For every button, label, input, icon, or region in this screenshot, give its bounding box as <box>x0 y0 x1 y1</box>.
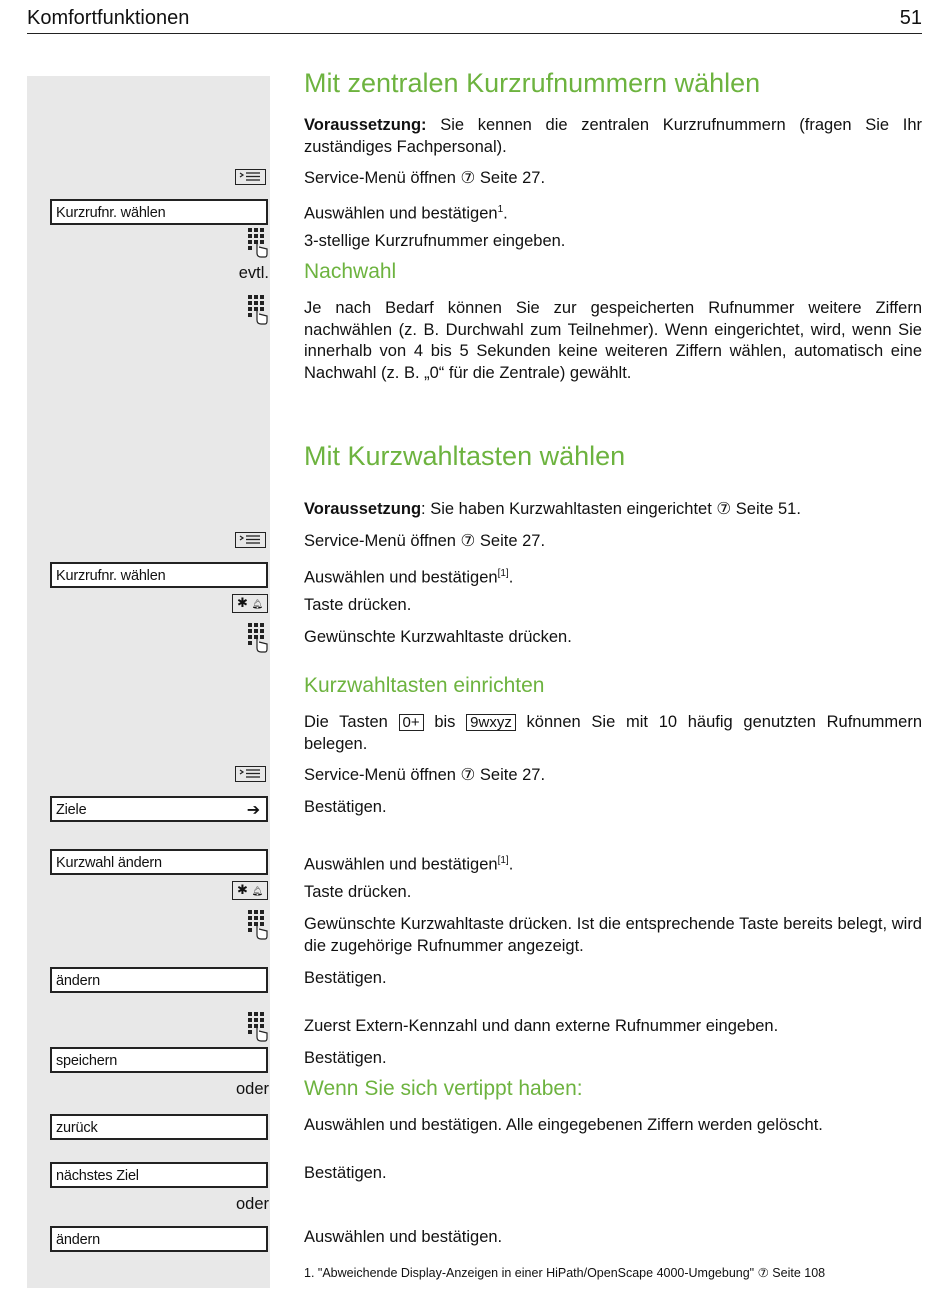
naechstes-ziel-button[interactable] <box>50 1162 268 1188</box>
heading-central-speed-dial: Mit zentralen Kurzrufnummern wählen <box>304 68 761 98</box>
section-title: Komfortfunktionen <box>27 7 190 29</box>
keypad-icon <box>248 1012 268 1047</box>
star-key-icon: ✱ 🔔︎ <box>232 594 268 613</box>
intro-text: bis <box>423 713 467 731</box>
step-confirm: Bestätigen. <box>304 1164 387 1182</box>
step-press-key: Taste drücken. <box>304 883 412 901</box>
step-enter-external-number: Zuerst Extern-Kennzahl und dann externe Rufnummer eingeben. <box>304 1017 779 1035</box>
step-open-service-menu: Service-Menü öffnen ⑦ Seite 27. <box>304 766 546 784</box>
step-open-service-menu: Service-Menü öffnen ⑦ Seite 27. <box>304 169 546 187</box>
button-label: zurück <box>56 1120 98 1136</box>
step-press-speed-key: Gewünschte Kurzwahltaste drücken. <box>304 628 572 646</box>
intro-text: Die Tasten <box>304 713 399 731</box>
ziele-button[interactable] <box>50 796 268 822</box>
step-press-speed-key-assigned: Gewünschte Kurzwahltaste drücken. Ist die entsprechende Taste bereits belegt, wird die zugehörige Rufnummer angezeigt. <box>304 915 922 955</box>
button-label: ändern <box>56 1232 100 1248</box>
kurzrufnr-waehlen-button[interactable] <box>50 199 268 225</box>
step-text: Auswählen und bestätigen <box>304 204 498 223</box>
button-label: Kurzrufnr. wählen <box>56 205 166 221</box>
step-confirm: Bestätigen. <box>304 969 387 987</box>
label-evtl: evtl. <box>238 264 269 282</box>
step-select-confirm: Auswählen und bestätigen$^1$. <box>304 204 508 223</box>
aendern-button[interactable] <box>50 1226 268 1252</box>
keypad-icon <box>248 295 268 330</box>
kurzrufnr-waehlen-button[interactable] <box>50 562 268 588</box>
kurzwahl-aendern-button[interactable] <box>50 849 268 875</box>
button-label: Kurzrufnr. wählen <box>56 568 166 584</box>
page-number: 51 <box>899 7 922 29</box>
step-text: Auswählen und bestätigen <box>304 855 498 874</box>
prerequisite-label: Voraussetzung <box>304 500 422 518</box>
button-label: ändern <box>56 973 100 989</box>
speichern-button[interactable] <box>50 1047 268 1073</box>
keypad-icon <box>248 910 268 945</box>
step-select-confirm: Auswählen und bestätigen[1]. <box>304 568 514 587</box>
step-press-key: Taste drücken. <box>304 596 412 614</box>
service-menu-icon <box>235 766 266 782</box>
step-text: Auswählen und bestätigen <box>304 568 498 587</box>
star-key-icon: ✱ 🔔︎ <box>232 881 268 900</box>
zurueck-button[interactable] <box>50 1114 268 1140</box>
button-label: Kurzwahl ändern <box>56 855 162 871</box>
step-enter-3-digit: 3-stellige Kurzrufnummer eingeben. <box>304 232 566 250</box>
button-label: speichern <box>56 1053 118 1069</box>
instruction-sidebar <box>27 76 270 1288</box>
keypad-icon <box>248 623 268 658</box>
footnote: 1. "Abweichende Display-Anzeigen in einer HiPath/OpenScape 4000-Umgebung" ⑦ Seite 108 <box>304 1266 826 1280</box>
key-9-icon: 9wxyz <box>466 714 516 731</box>
setup-intro <box>304 712 922 755</box>
prerequisite-text <box>304 499 922 521</box>
arrow-right-icon: ➔ <box>246 802 260 819</box>
prerequisite-body: Sie kennen die zentralen Kurzrufnummern (fragen Sie Ihr zuständiges Fachpersonal). <box>304 116 922 156</box>
service-menu-icon <box>235 169 266 185</box>
step-confirm: Bestätigen. <box>304 798 387 816</box>
prerequisite-text <box>304 115 922 158</box>
aendern-button[interactable] <box>50 967 268 993</box>
prerequisite-body: : Sie haben Kurzwahltasten eingerichtet ⑦ Seite 51. <box>421 500 801 518</box>
nachwahl-description: Je nach Bedarf können Sie zur gespeicherten Rufnummer weitere Ziffern nachwählen (z. B. Durchwahl zum Teilnehmer). Wenn eingerichtet, wird, wenn Sie innerhalb von 4 bis 5 Sekunden keine weiteren Ziffern wählen, automatisch eine Nachwahl (z. B. „0“ für die Zentrale) gewählt. <box>304 299 922 382</box>
step-open-service-menu: Service-Menü öffnen ⑦ Seite 27. <box>304 532 546 550</box>
button-label: Ziele <box>56 802 87 818</box>
button-label: nächstes Ziel <box>56 1168 139 1184</box>
heading-setup-speed-keys: Kurzwahltasten einrichten <box>304 674 545 697</box>
prerequisite-label: Voraussetzung: <box>304 116 427 134</box>
step-select-confirm-delete: Auswählen und bestätigen. Alle eingegebenen Ziffern werden gelöscht. <box>304 1116 823 1134</box>
key-0-icon: 0+ <box>399 714 424 731</box>
keypad-icon <box>248 228 268 263</box>
page-header <box>27 6 922 34</box>
step-select-confirm: Auswählen und bestätigen. <box>304 1228 503 1246</box>
step-select-confirm: Auswählen und bestätigen[1]. <box>304 855 514 874</box>
step-confirm: Bestätigen. <box>304 1049 387 1067</box>
footnote-ref: 1 <box>497 204 504 215</box>
label-oder: oder <box>235 1195 269 1213</box>
footnote-ref: [1] <box>497 855 509 866</box>
heading-speed-dial-keys: Mit Kurzwahltasten wählen <box>304 441 626 471</box>
heading-mistyped: Wenn Sie sich vertippt haben: <box>304 1077 583 1100</box>
footnote-ref: [1] <box>497 568 509 579</box>
service-menu-icon <box>235 532 266 548</box>
heading-nachwahl: Nachwahl <box>304 260 397 283</box>
label-oder: oder <box>235 1080 269 1098</box>
intro-text: können Sie mit 10 häufig genutzten Rufnummern belegen. <box>304 713 922 753</box>
